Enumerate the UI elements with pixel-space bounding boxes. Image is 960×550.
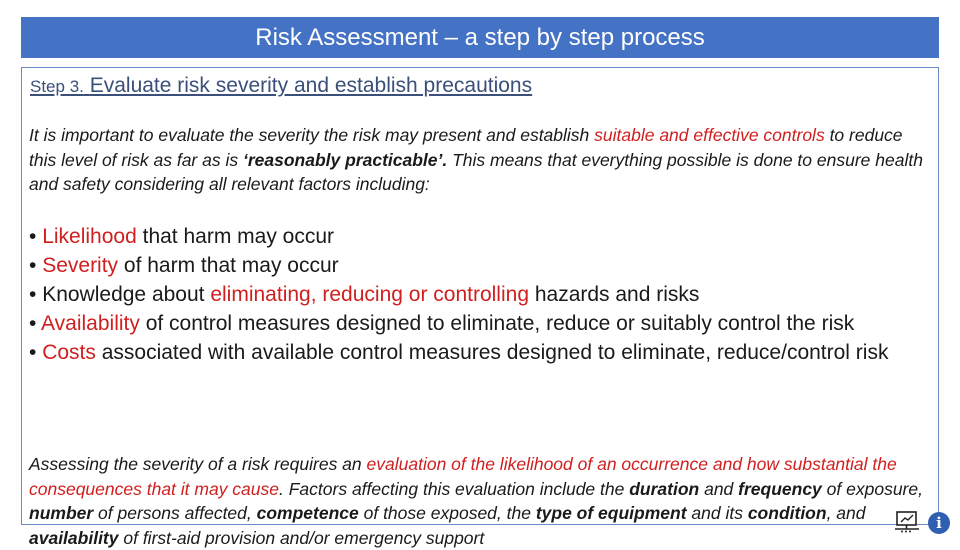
slide-title-bar <box>21 17 939 58</box>
presentation-nav-icon[interactable] <box>893 509 921 533</box>
intro-text: It is important to evaluate the severity the risk may present and establish <box>29 125 595 145</box>
list-item: • Likelihood that harm may occur <box>29 225 335 248</box>
intro-paragraph <box>29 123 934 197</box>
step-number: Step 3. <box>30 77 84 96</box>
info-icon[interactable]: i <box>928 512 950 534</box>
list-item: • Severity of harm that may occur <box>29 254 339 277</box>
list-item: • Knowledge about eliminating, reducing or controlling hazards and risks <box>29 283 700 306</box>
list-item: • Availability of control measures designed to eliminate, reduce or suitably control the risk <box>29 312 855 335</box>
content-box <box>21 67 939 548</box>
step-text: Evaluate risk severity and establish precautions <box>89 74 533 97</box>
intro-text: to reduce this level of risk as far as is <box>29 125 903 170</box>
closing-paragraph: Assessing the severity of a risk requires an evaluation of the likelihood of an occurrence and how substantial the consequences that it may cause. Factors affecting this evaluation include the duration and frequency of exposure, number of persons affected, competence of those exposed, the type of equipment and its condition, and availability of first-aid provision and/or emergency support <box>29 454 923 548</box>
intro-highlight: suitable and effective controls <box>594 125 825 145</box>
bullet-list <box>29 222 934 367</box>
step-heading <box>30 74 532 98</box>
list-item: • Costs associated with available control measures designed to eliminate, reduce/control risk <box>29 341 889 364</box>
slide-title: Risk Assessment – a step by step process <box>255 23 705 51</box>
intro-bold: ‘reasonably practicable’. <box>242 149 448 170</box>
intro-text: This means that everything possible is done to ensure health and safety considering all relevant factors including: <box>29 149 923 194</box>
